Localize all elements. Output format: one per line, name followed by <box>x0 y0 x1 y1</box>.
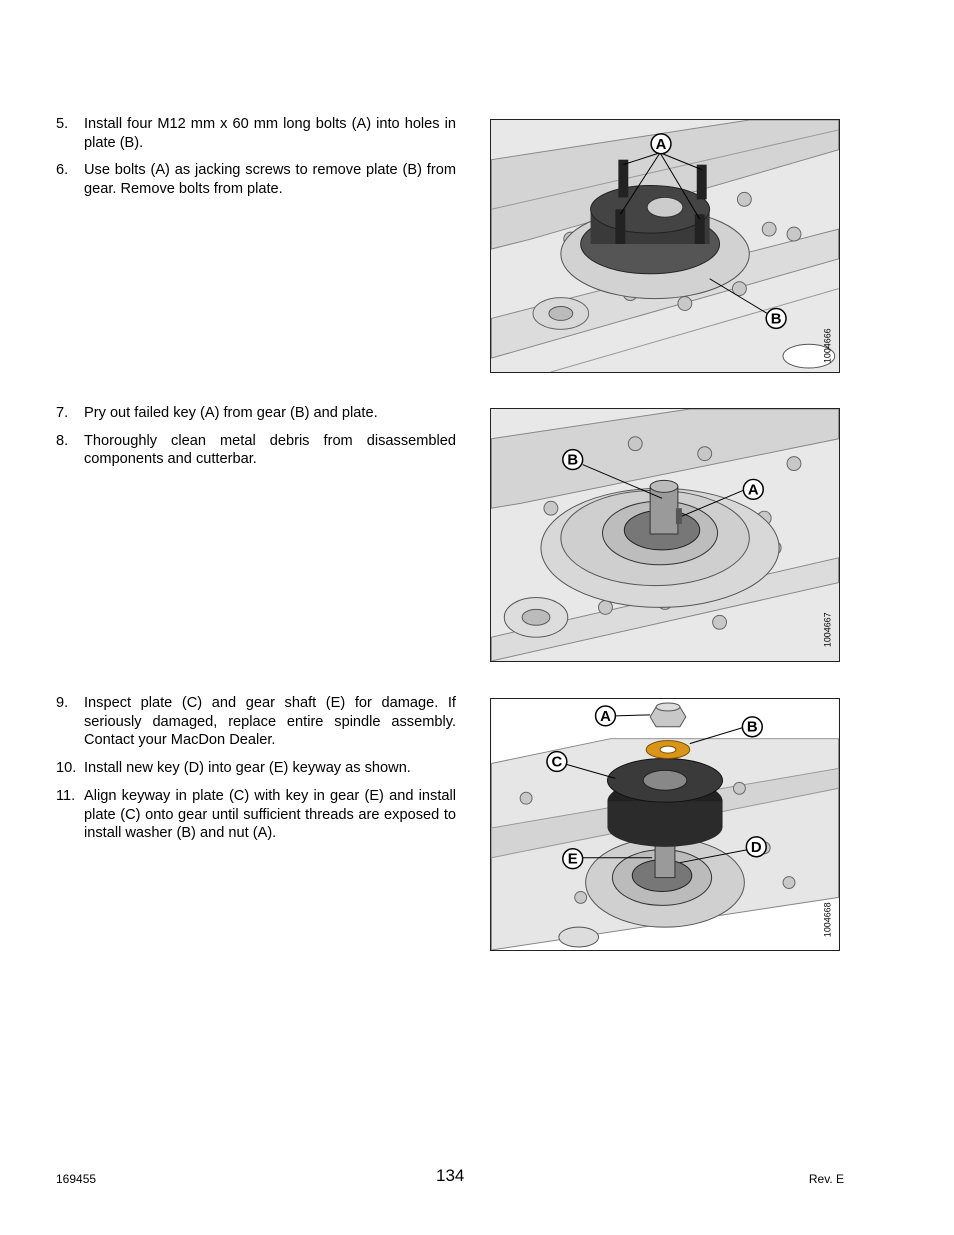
step-number: 10. <box>56 760 77 777</box>
step-text: Install new key (D) into gear (E) keyway as shown. <box>84 760 411 777</box>
callout-label: A <box>655 136 667 153</box>
callout-label: A <box>600 708 611 725</box>
steps-section-3 <box>56 694 456 852</box>
step-number: 8. <box>56 432 69 449</box>
step-text: Inspect plate (C) and gear shaft (E) for damage. If seriously damaged, replace entire spindle assembly. Contact your MacDon Dealer. <box>84 695 456 749</box>
callout-label: D <box>750 839 762 856</box>
figure-id: 1004667 <box>822 612 833 648</box>
figure-id: 1004668 <box>822 902 833 938</box>
callout-label: A <box>747 482 759 499</box>
figure-illustration <box>491 699 839 950</box>
callout-label: B <box>567 452 579 469</box>
step-10 <box>56 759 456 778</box>
step-number: 9. <box>56 695 69 711</box>
page-number: 134 <box>436 1166 465 1185</box>
step-text: Install four M12 mm x 60 mm long bolts (A) into holes in plate (B). <box>84 116 456 151</box>
figure-illustration <box>491 120 839 372</box>
step-5 <box>56 115 456 152</box>
step-number: 11. <box>56 787 76 804</box>
steps-section-2 <box>56 404 456 478</box>
figure-1004668 <box>490 698 840 951</box>
step-text: Align keyway in plate (C) with key in gear (E) and install plate (C) onto gear until sufficient threads are exposed to install washer (B) and nut (A). <box>84 787 456 842</box>
figure-1004666 <box>490 119 840 373</box>
figure-1004667 <box>490 408 840 662</box>
figure-id: 1004666 <box>822 328 833 364</box>
steps-section-1 <box>56 115 456 208</box>
step-number: 7. <box>56 405 69 421</box>
step-8 <box>56 432 456 469</box>
callout-label: C <box>551 754 563 771</box>
step-number: 6. <box>56 162 69 179</box>
callout-label: B <box>746 719 758 736</box>
step-11 <box>56 787 456 843</box>
doc-number: 169455 <box>56 1172 97 1186</box>
step-number: 5. <box>56 116 69 132</box>
revision: Rev. E <box>808 1172 844 1186</box>
step-6 <box>56 161 456 198</box>
figure-illustration <box>491 409 839 661</box>
step-7 <box>56 404 456 423</box>
step-text: Use bolts (A) as jacking screws to remove plate (B) from gear. Remove bolts from plate. <box>84 162 456 198</box>
callout-label: B <box>770 311 782 328</box>
callout-label: E <box>567 851 578 868</box>
step-text: Pry out failed key (A) from gear (B) and plate. <box>84 405 378 421</box>
step-9 <box>56 694 456 750</box>
step-text: Thoroughly clean metal debris from disassembled components and cutterbar. <box>84 432 456 468</box>
